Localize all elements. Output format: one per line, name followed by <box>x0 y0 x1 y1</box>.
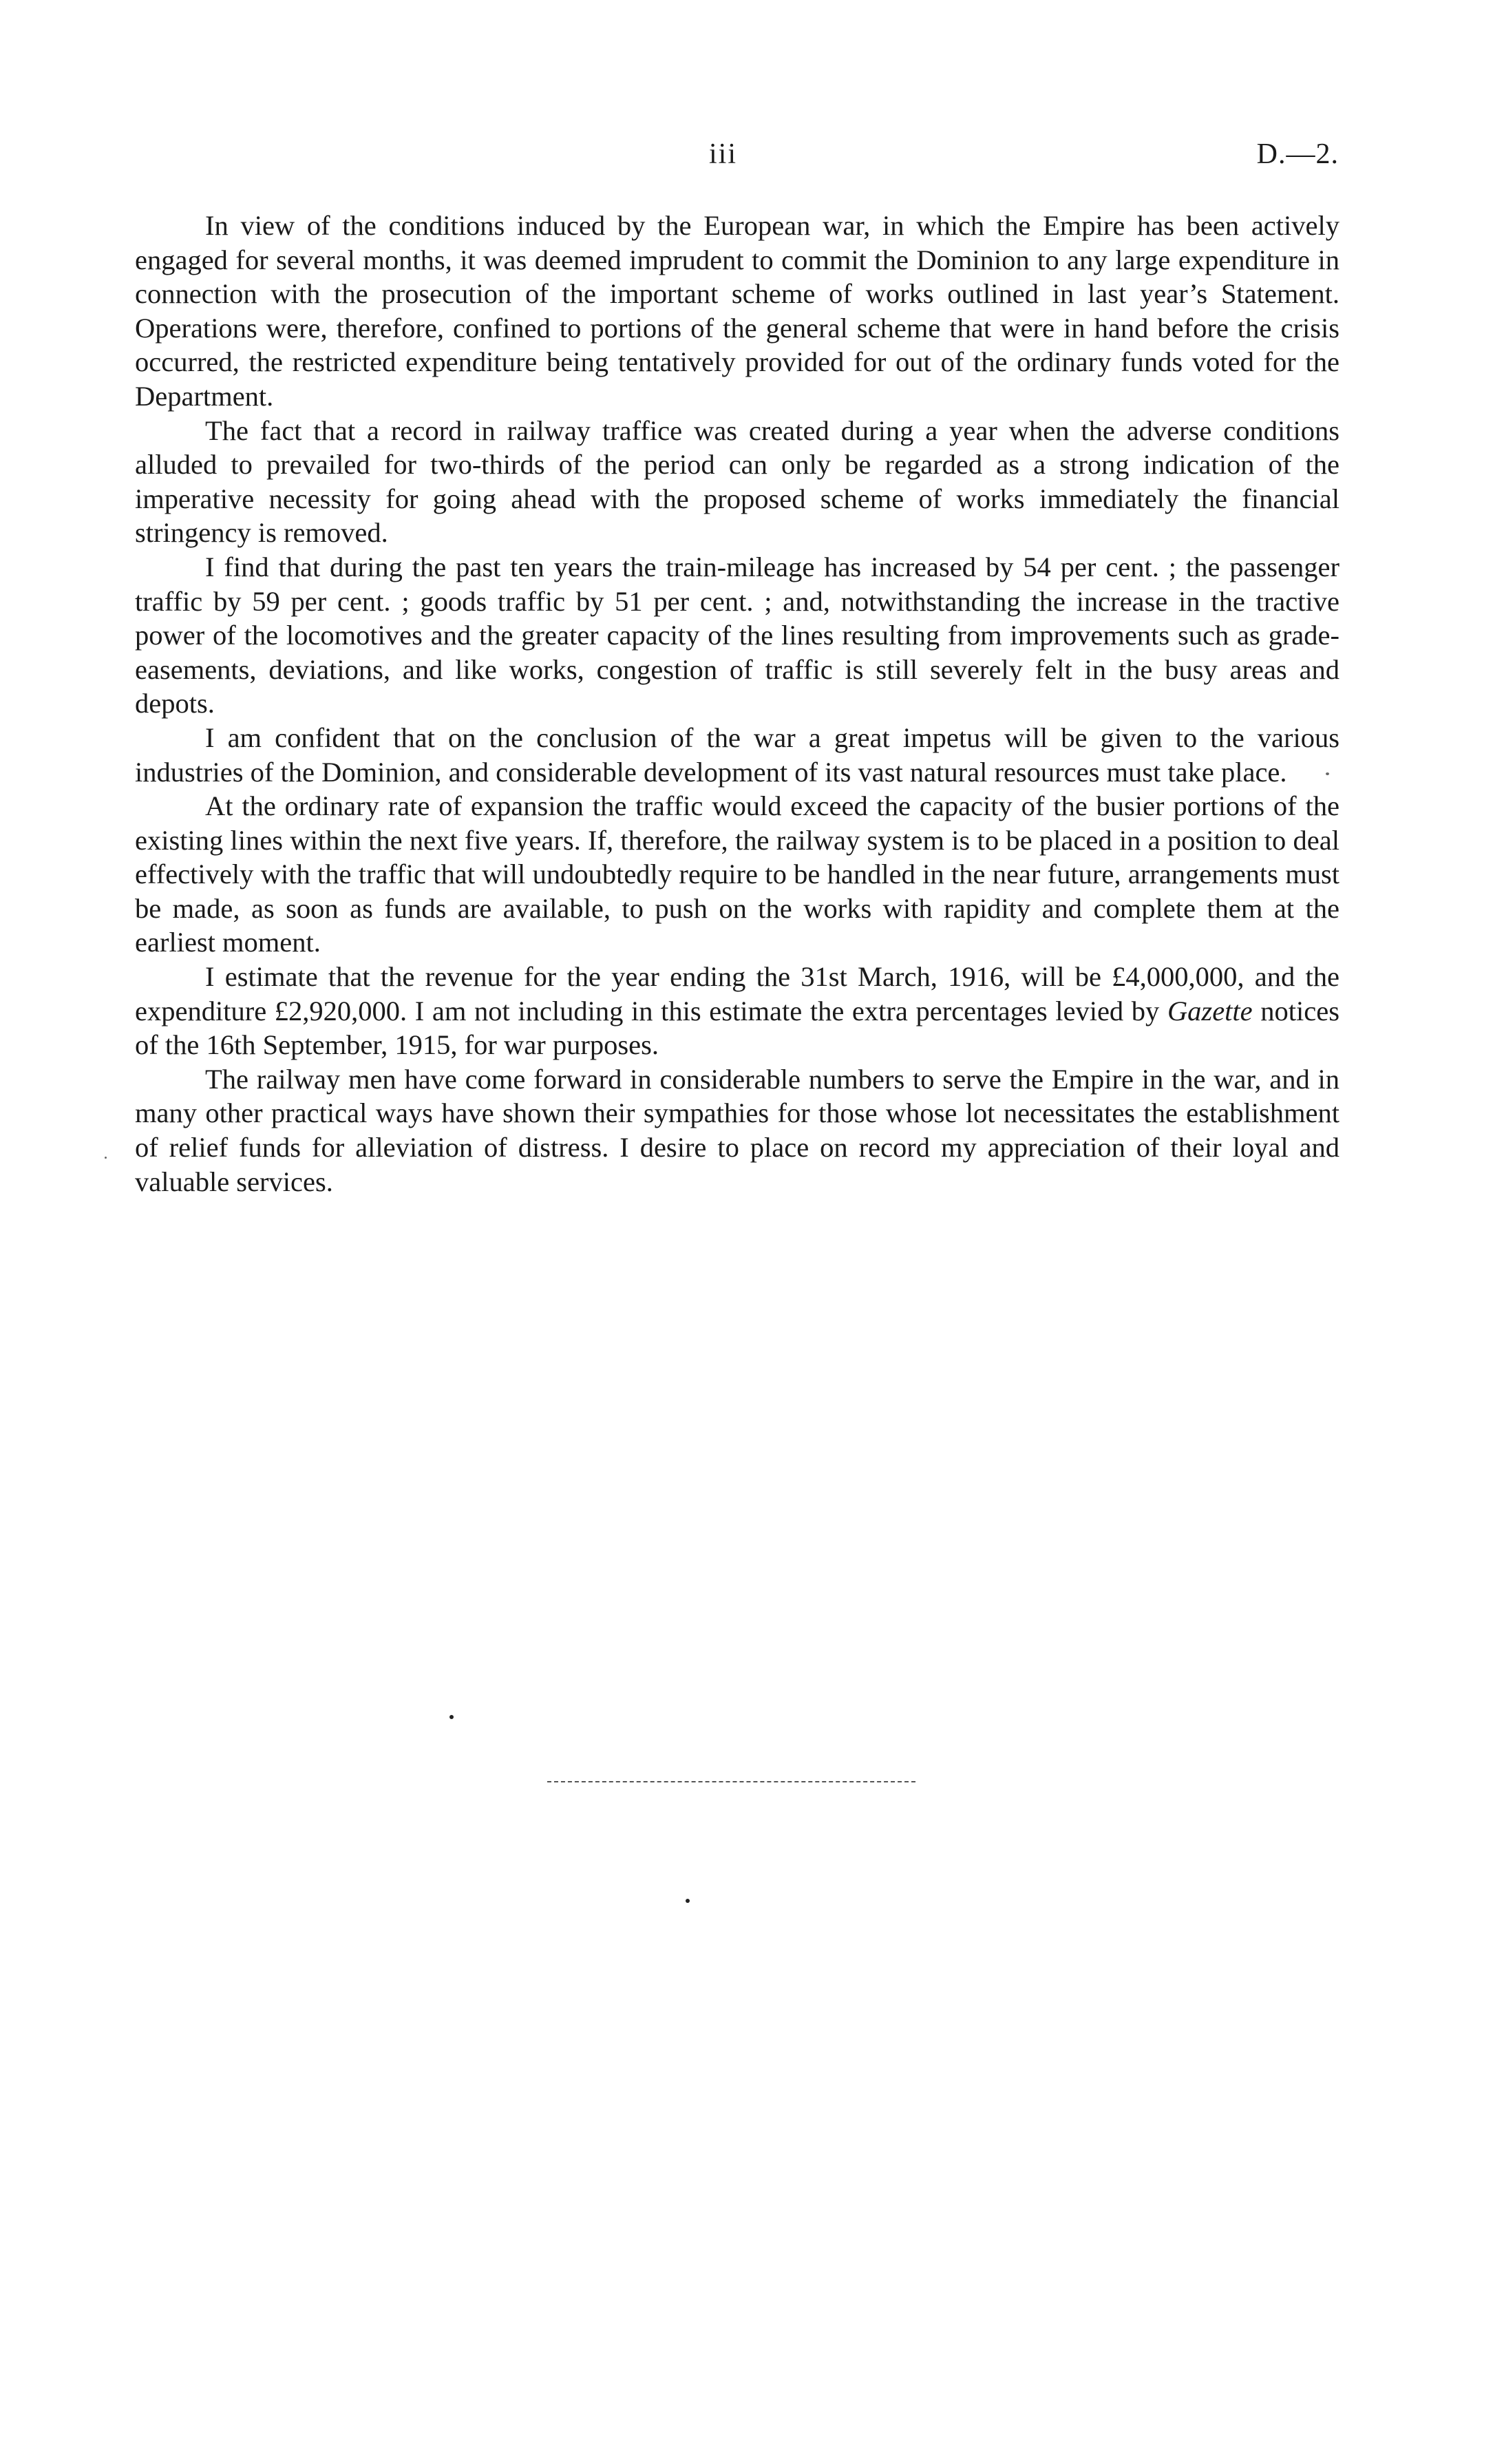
scan-speck-margin <box>105 1157 107 1159</box>
body-text <box>135 209 1339 1199</box>
page-number: iii <box>709 138 738 170</box>
stray-dot-mark-lower <box>686 1899 690 1903</box>
gazette-italic: Gazette <box>1167 995 1253 1026</box>
estimate-text-part-1: I estimate that the revenue for the year ending the 31st March, 1916, will be £4,000,000, and the expenditure £2,920,000. I am not including in this estimate the extra percentages levied by <box>135 961 1339 1026</box>
paragraph-record-traffic: The fact that a record in railway traffice was created during a year when the adverse conditions alluded to prevailed for two-thirds of the period can only be regarded as a strong indication of the imperative necessity for going ahead with the proposed scheme of works immediately the financial stringency is removed. <box>135 414 1339 549</box>
scan-speck <box>1326 772 1329 775</box>
document-reference: D.—2. <box>1256 138 1339 170</box>
stray-dot-mark <box>449 1715 454 1719</box>
paragraph-revenue-estimate <box>135 960 1339 1062</box>
paragraph-railway-men: The railway men have come forward in considerable numbers to serve the Empire in the war, and in many other practical ways have shown their sympathies for those whose lot necessitates the establishment of relief funds for alleviation of distress. I desire to place on record my appreciation of their loyal and valuable services. <box>135 1063 1339 1197</box>
paragraph-expansion-rate: At the ordinary rate of expansion the traffic would exceed the capacity of the busier portions of the existing lines within the next five years. If, therefore, the railway system is to be placed in a position to deal effectively with the traffic that will undoubtedly require to be handled in the near future, arrangements must be made, as soon as funds are available, to push on the works with rapidity and complete them at the earliest moment. <box>135 790 1339 958</box>
estimate-text-part-2: notices of the 16th September, 1915, for war purposes. <box>135 995 1339 1061</box>
paragraph-war-conditions: In view of the conditions induced by the European war, in which the Empire has been actively engaged for several months, it was deemed imprudent to commit the Dominion to any large expenditure in connection with the prosecution of the important scheme of works outlined in last year’s Statement. Operations were, therefore, confined to portions of the general scheme that were in hand before the crisis occurred, the restricted expenditure being tentatively provided for out of the ordinary funds voted for the Department. <box>135 210 1339 412</box>
end-rule-divider <box>547 1781 915 1782</box>
paragraph-post-war-impetus: I am confident that on the conclusion of the war a great impetus will be given to the various industries of the Dominion, and considerable development of its vast natural resources must take place. <box>135 722 1339 788</box>
paragraph-ten-year-growth: I find that during the past ten years the train-mileage has increased by 54 per cent. ; the passenger traffic by 59 per cent. ; goods traffic by 51 per cent. ; and, notwithstanding the increase in the tractive power of the locomotives and the greater capacity of the lines resulting from improvements such as grade-easements, deviations, and like works, congestion of traffic is still severely felt in the busy areas and depots. <box>135 551 1339 719</box>
